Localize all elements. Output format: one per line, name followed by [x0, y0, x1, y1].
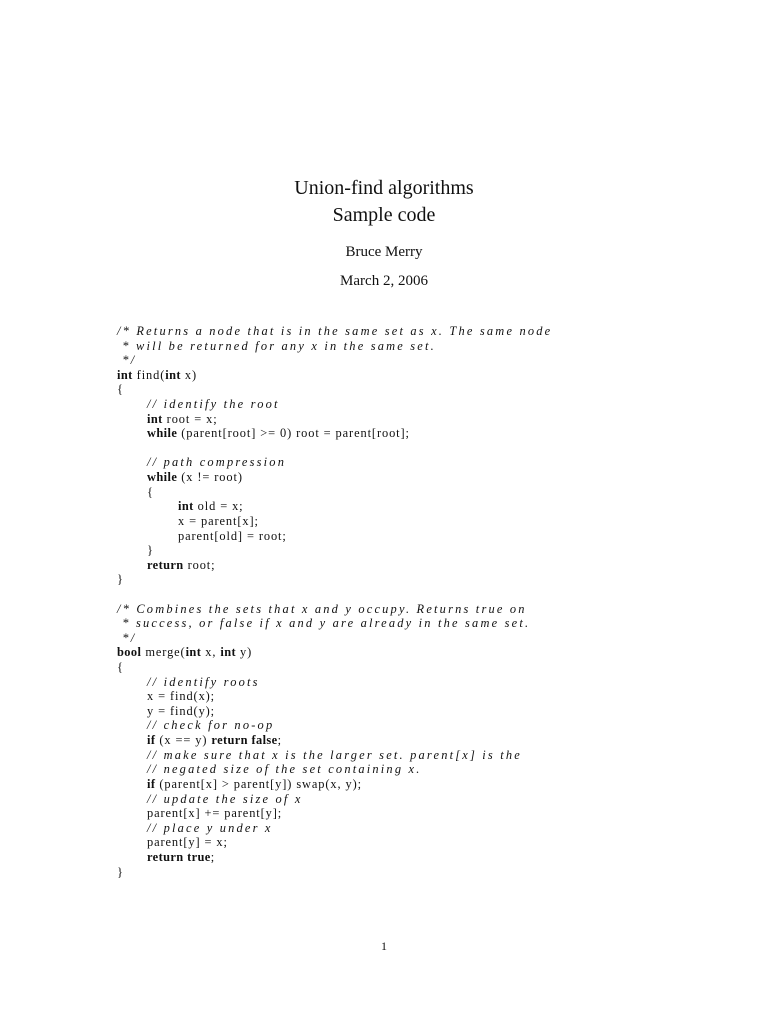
code-line — [117, 704, 737, 719]
code-keyword: return true — [147, 849, 211, 864]
code-line — [117, 368, 737, 383]
code-text: x = find(x); — [147, 689, 216, 704]
code-line — [117, 865, 737, 880]
code-line — [117, 631, 737, 646]
code-line — [117, 514, 737, 529]
code-line — [117, 382, 737, 397]
document-date: March 2, 2006 — [340, 273, 428, 289]
code-line — [117, 485, 737, 500]
code-line — [117, 543, 737, 558]
code-line — [117, 572, 737, 587]
code-keyword: bool — [117, 645, 142, 660]
code-text: (x == y) — [155, 733, 212, 748]
title-line-2: Sample code — [332, 204, 436, 226]
code-comment: * will be returned for any x in the same set. — [117, 338, 436, 353]
code-keyword: return — [147, 557, 184, 572]
code-comment: // make sure that x is the larger set. parent[x] is the — [147, 747, 522, 762]
code-line — [117, 718, 737, 733]
code-keyword: int — [220, 645, 237, 660]
code-text: parent[x] += parent[y]; — [147, 806, 283, 821]
code-line — [117, 499, 737, 514]
code-comment: */ — [117, 353, 137, 368]
code-comment: // update the size of x — [147, 791, 303, 806]
code-text: ; — [277, 733, 282, 748]
code-text: merge( — [141, 645, 186, 660]
code-line — [117, 792, 737, 807]
code-keyword: int — [117, 367, 133, 382]
code-line — [117, 470, 737, 485]
code-text: x = parent[x]; — [178, 513, 259, 528]
code-comment: // identify roots — [147, 674, 260, 689]
code-line — [117, 748, 737, 763]
author-name: Bruce Merry — [345, 244, 423, 260]
code-text: y) — [236, 645, 253, 660]
code-text: (parent[root] >= 0) root = parent[root]; — [177, 426, 410, 441]
code-line — [117, 397, 737, 412]
code-line — [117, 835, 737, 850]
code-keyword: int — [147, 411, 163, 426]
code-keyword: return false — [211, 733, 278, 748]
code-line — [117, 850, 737, 865]
code-keyword: if — [147, 733, 156, 748]
code-line — [117, 675, 737, 690]
code-line — [117, 602, 737, 617]
code-line — [117, 529, 737, 544]
code-line — [117, 441, 737, 456]
code-text: (parent[x] > parent[y]) swap(x, y); — [155, 776, 362, 791]
code-text: root; — [183, 557, 216, 572]
code-line — [117, 353, 737, 368]
title-line-1: Union-find algorithms — [294, 177, 474, 199]
code-keyword: int — [165, 367, 181, 382]
code-line — [117, 733, 737, 748]
code-line — [117, 339, 737, 354]
code-keyword: while — [147, 470, 178, 485]
code-line — [117, 616, 737, 631]
code-text: ; — [210, 849, 216, 864]
code-text: { — [117, 382, 124, 397]
code-comment: // path compression — [147, 455, 287, 470]
code-text: } — [147, 543, 154, 558]
page-number: 1 — [381, 939, 387, 953]
code-line — [117, 777, 737, 792]
code-line — [117, 806, 737, 821]
code-line — [117, 645, 737, 660]
code-comment: /* Combines the sets that x and y occupy. Returns true on — [117, 601, 527, 616]
code-keyword: int — [185, 645, 202, 660]
code-text: x, — [201, 645, 221, 660]
code-keyword: int — [178, 499, 194, 514]
code-comment: /* Returns a node that is in the same set as x. The same node — [117, 324, 553, 338]
code-comment: // negated size of the set containing x. — [147, 762, 422, 777]
code-text: x) — [180, 367, 198, 382]
code-line — [117, 762, 737, 777]
code-comment: * success, or false if x and y are already in the same set. — [117, 616, 531, 631]
code-comment: */ — [117, 630, 137, 645]
code-text: root = x; — [162, 411, 218, 426]
code-text: parent[old] = root; — [178, 528, 287, 543]
code-keyword: if — [147, 776, 156, 791]
code-text: parent[y] = x; — [147, 835, 228, 850]
code-text: y = find(y); — [147, 703, 216, 718]
code-text: old = x; — [193, 499, 244, 514]
code-comment: // check for no-op — [147, 718, 275, 733]
code-keyword: while — [147, 426, 178, 441]
code-line — [117, 324, 737, 339]
code-text: } — [117, 572, 124, 587]
code-text: find( — [132, 367, 166, 382]
code-line — [117, 821, 737, 836]
code-text: { — [117, 660, 124, 675]
code-line — [117, 660, 737, 675]
code-line — [117, 426, 737, 441]
code-line — [117, 558, 737, 573]
code-line — [117, 689, 737, 704]
code-text: (x != root) — [177, 470, 243, 485]
code-line — [117, 587, 737, 602]
code-text: } — [117, 864, 124, 879]
code-comment: // place y under x — [147, 820, 273, 835]
code-text: { — [147, 484, 154, 499]
code-line — [117, 455, 737, 470]
code-listing — [117, 324, 737, 879]
code-comment: // identify the root — [147, 397, 280, 412]
code-line — [117, 412, 737, 427]
